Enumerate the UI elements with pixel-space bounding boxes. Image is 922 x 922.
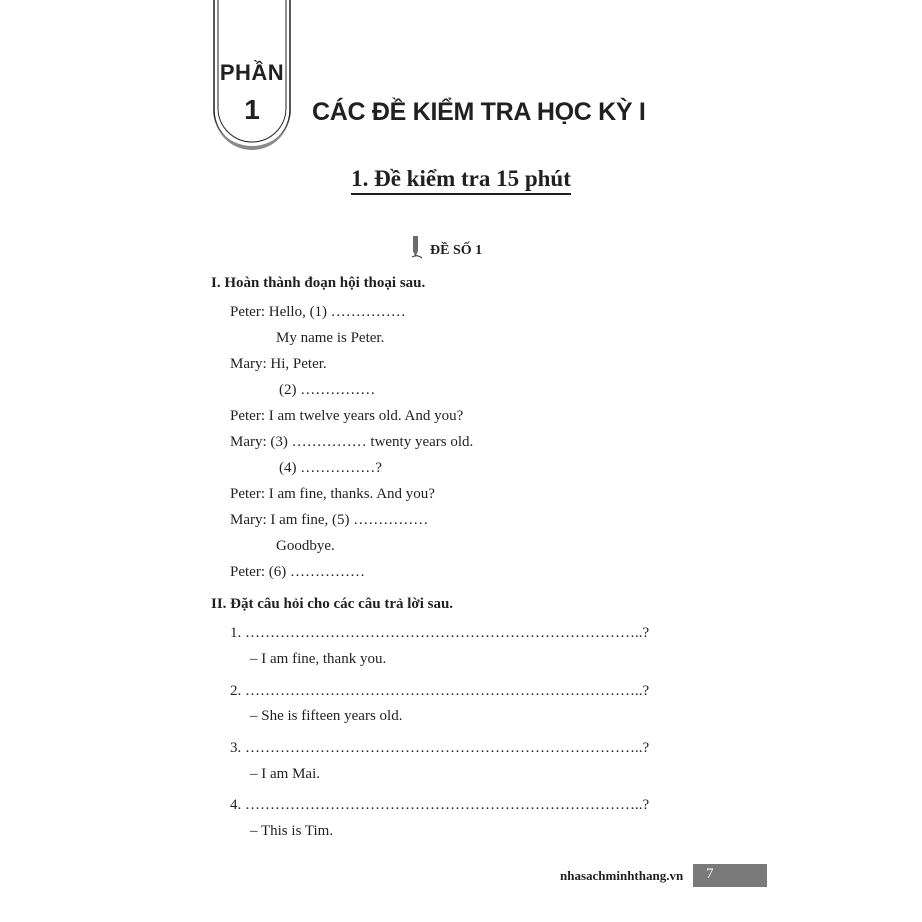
question-line: 1. ……………………………………………………………………..? [230, 625, 650, 641]
part1-heading: I. Hoàn thành đoạn hội thoại sau. [211, 275, 426, 291]
dialogue-line: Mary: I am fine, (5) …………… [230, 512, 429, 528]
page-number-box [693, 864, 767, 887]
test-label: ĐỀ SỐ 1 [430, 243, 483, 258]
dialogue-line: (4) ……………? [279, 460, 382, 476]
dialogue-line: Mary: Hi, Peter. [230, 356, 327, 372]
dialogue-line: Peter: Hello, (1) …………… [230, 304, 406, 320]
part2-heading: II. Đặt câu hỏi cho các câu trả lời sau. [211, 596, 454, 612]
part-word: PHẦN [219, 60, 285, 85]
answer-line: – I am Mai. [250, 766, 320, 782]
question-line: 2. ……………………………………………………………………..? [230, 683, 650, 699]
answer-line: – This is Tim. [250, 823, 334, 839]
question-line: 4. ……………………………………………………………………..? [230, 797, 650, 813]
footer-website: nhasachminhthang.vn [560, 868, 684, 883]
section-title-text: 1. Đề kiểm tra 15 phút [351, 166, 571, 195]
page-number: 7 [706, 866, 714, 882]
test-heading [410, 236, 482, 260]
dialogue-line: Peter: I am twelve years old. And you? [230, 408, 464, 424]
pen-icon [410, 236, 424, 260]
part-number: 1 [244, 94, 260, 125]
dialogue-line: My name is Peter. [276, 330, 385, 346]
answer-line: – I am fine, thank you. [250, 651, 387, 667]
dialogue-line: Peter: (6) …………… [230, 564, 365, 580]
dialogue-line: Goodbye. [276, 538, 335, 554]
dialogue-line: Peter: I am fine, thanks. And you? [230, 486, 435, 502]
part-title: CÁC ĐỀ KIỂM TRA HỌC KỲ I [312, 98, 646, 126]
answer-line: – She is fifteen years old. [250, 708, 403, 724]
section-title [0, 166, 922, 192]
question-line: 3. ……………………………………………………………………..? [230, 740, 650, 756]
dialogue-line: (2) …………… [279, 382, 376, 398]
dialogue-line: Mary: (3) …………… twenty years old. [230, 434, 474, 450]
